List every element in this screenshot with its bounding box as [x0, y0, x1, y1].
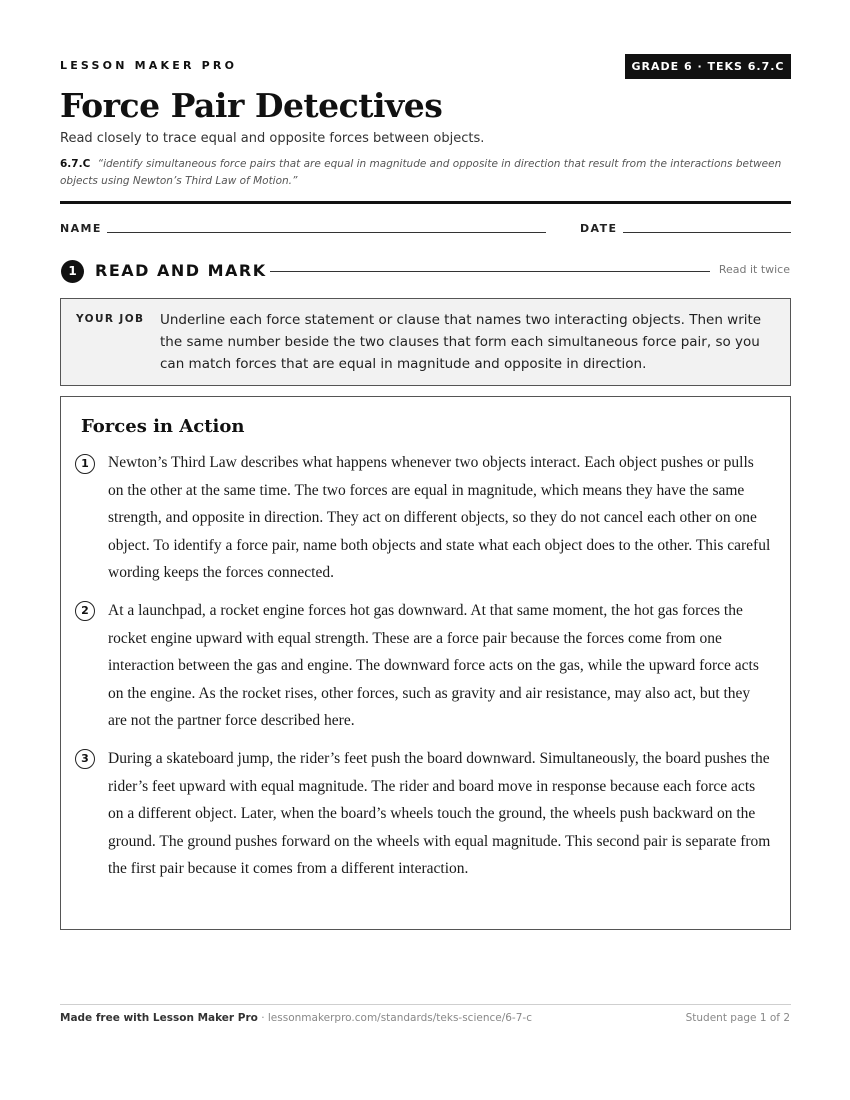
instructions-label: YOUR JOB — [76, 313, 145, 325]
paragraph-number-1: 1 — [75, 454, 95, 474]
date-field[interactable] — [623, 232, 791, 233]
footer-divider — [60, 1004, 791, 1005]
paragraph-3: During a skateboard jump, the rider’s feet push the board downward. Simultaneously, the board pushes the rider’s feet upward with equal magnitude. The rider and board move in response because each force acts on a different object. Later, when the board’s wheels touch the ground, the wheels push backward on the ground. The ground pushes forward on the wheels with equal magnitude. This second pair is separate from the first pair because it comes from a different interaction. — [108, 750, 771, 877]
passage-title: Forces in Action — [81, 416, 245, 437]
footer-credit — [60, 1012, 532, 1024]
standard-code: 6.7.C — [60, 158, 91, 170]
section-note: Read it twice — [718, 263, 790, 276]
page-subtitle: Read closely to trace equal and opposite forces between objects. — [60, 131, 485, 146]
reading-passage — [60, 396, 791, 930]
instructions-text: Underline each force statement or clause that names two interacting objects. Then write the same number beside the two clauses that form each simultaneous force pair, so you can match forces that are equal in magnitude and opposite in direction. — [160, 312, 762, 372]
paragraph-2: At a launchpad, a rocket engine forces hot gas downward. At that same moment, the hot gas forces the rocket engine upward with equal strength. These are a force pair because the forces come from one interaction between the gas and engine. The downward force acts on the gas, while the upward force acts on the engine. As the rocket rises, other forces, such as gravity and air resistance, may also act, but they are not the partner force described here. — [108, 602, 759, 729]
standard-statement — [60, 156, 795, 190]
section-divider — [270, 271, 710, 272]
brand-name: LESSON MAKER PRO — [60, 59, 238, 72]
footer-made-with: Made free with Lesson Maker Pro — [60, 1012, 258, 1024]
name-label: NAME — [60, 222, 102, 235]
name-field[interactable] — [107, 232, 546, 233]
standard-text: “identify simultaneous force pairs that are equal in magnitude and opposite in direction that result from the interactions between objects using Newton’s Third Law of Motion.” — [60, 158, 782, 187]
header-divider — [60, 201, 791, 204]
footer-page-number: Student page 1 of 2 — [685, 1012, 790, 1024]
page-title: Force Pair Detectives — [60, 86, 443, 125]
paragraph-1: Newton’s Third Law describes what happens whenever two objects interact. Each object pushes or pulls on the other at the same time. The two forces are equal in magnitude, which means they have the same strength, and opposite in direction. They act on different objects, so they do not cancel each other on one object. To identify a force pair, name both objects and state what each object does to the other. This careful wording keeps the forces connected. — [108, 454, 771, 581]
date-label: DATE — [580, 222, 618, 235]
paragraph-number-2: 2 — [75, 601, 95, 621]
section-title: READ AND MARK — [95, 261, 267, 280]
section-number-badge: 1 — [61, 260, 84, 283]
grade-badge: GRADE 6 · TEKS 6.7.C — [625, 54, 791, 79]
paragraph-number-3: 3 — [75, 749, 95, 769]
footer-url[interactable]: · lessonmakerpro.com/standards/teks-science/6-7-c — [261, 1012, 532, 1024]
instructions-box — [60, 298, 791, 386]
